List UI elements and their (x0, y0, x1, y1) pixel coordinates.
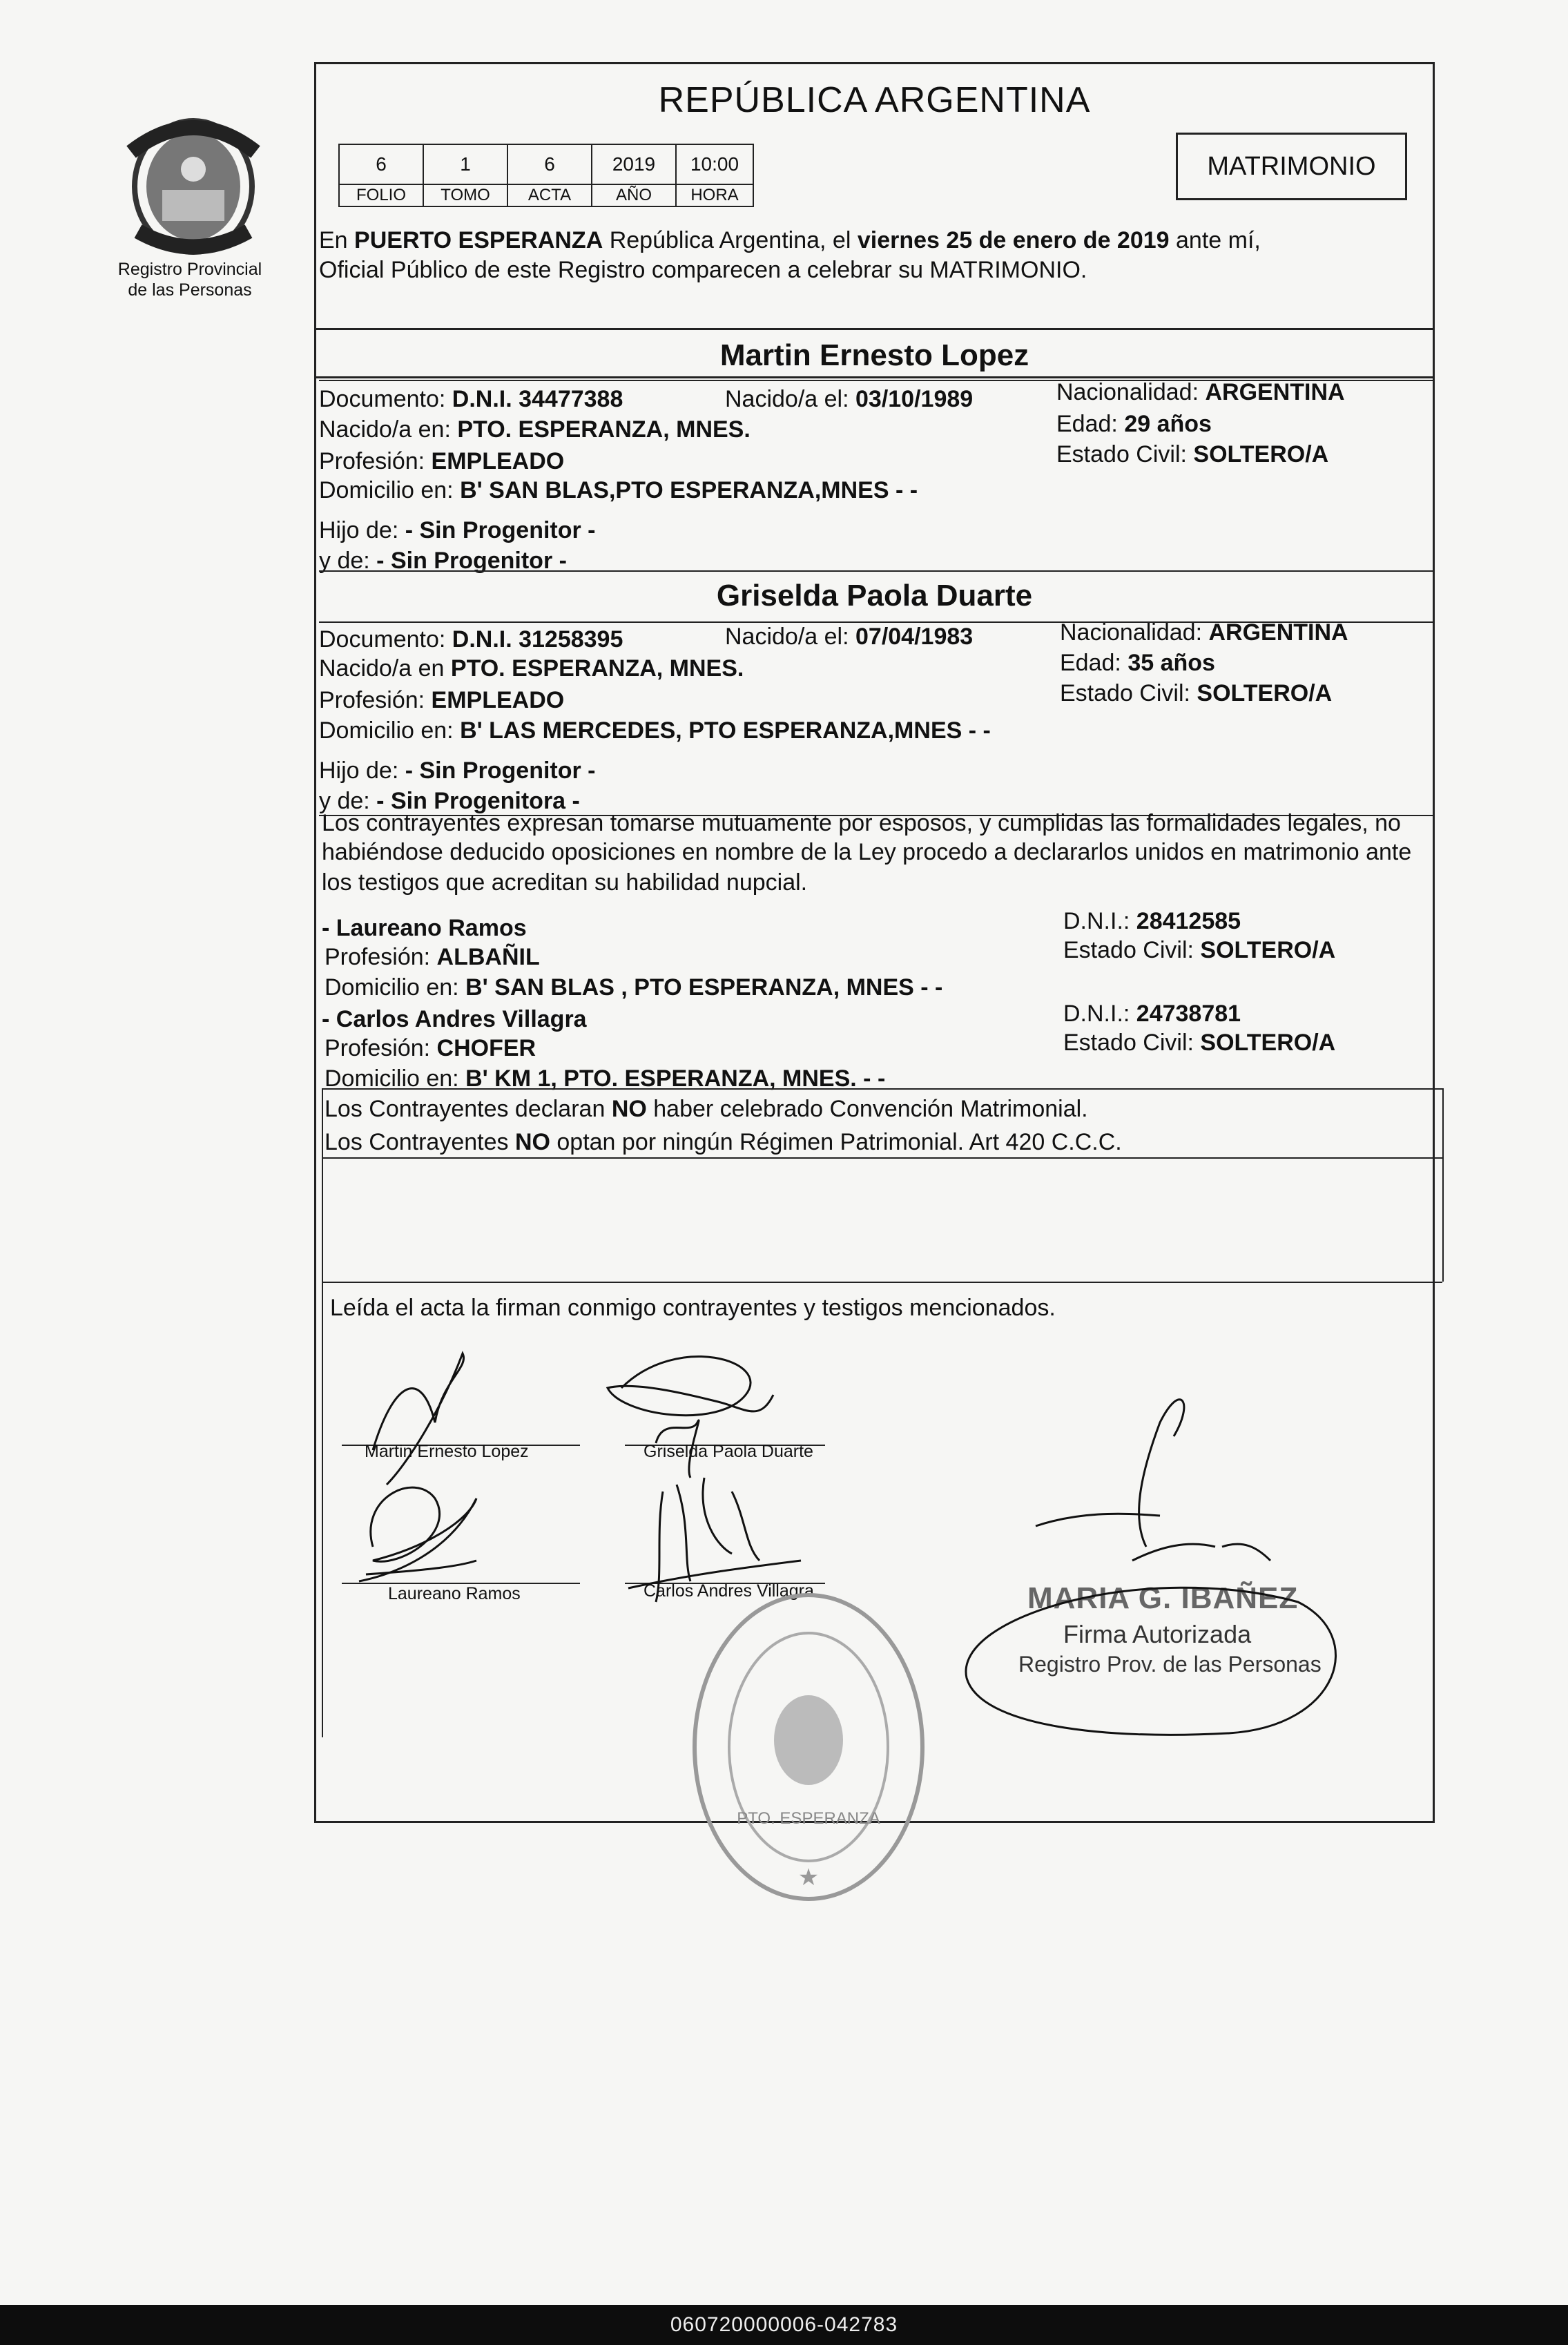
folio-value: 6 (339, 144, 423, 184)
field-value: 07/04/1983 (855, 624, 974, 650)
field-value: B' SAN BLAS,PTO ESPERANZA,MNES - - (460, 477, 918, 503)
tomo-value: 1 (423, 144, 507, 184)
svg-text:★: ★ (797, 1864, 820, 1891)
intro-line-1 (319, 225, 1261, 255)
field-value: - Sin Progenitor - (405, 757, 596, 784)
spouse2-parent-1 (319, 755, 596, 786)
field-value: - Sin Progenitor - (376, 548, 567, 574)
folio-table (338, 144, 754, 207)
field-label: Nacido/a en: (319, 416, 458, 443)
witness1-civil-status (1063, 935, 1335, 965)
witness1-address (325, 972, 942, 1003)
logo-caption-line-2: de las Personas (128, 280, 252, 300)
spouse1-civil-status (1056, 439, 1328, 470)
anio-label: AÑO (592, 184, 676, 206)
field-value: SOLTERO/A (1200, 1030, 1336, 1056)
anio-value: 2019 (592, 144, 676, 184)
regime-text: optan por ningún Régimen Patrimonial. Art 420 C.C.C. (550, 1129, 1122, 1155)
seal-inner-text: PTO. ESPERANZA (737, 1809, 880, 1828)
witness1-dni (1063, 906, 1241, 936)
witness2-profession (325, 1033, 536, 1063)
field-label: Domicilio en: (319, 477, 461, 503)
field-value: EMPLEADO (431, 448, 565, 474)
field-value: EMPLEADO (431, 687, 565, 713)
signature-label-spouse2: Griselda Paola Duarte (643, 1442, 813, 1461)
field-value: PTO. ESPERANZA, MNES. (450, 655, 744, 682)
field-value: SOLTERO/A (1197, 680, 1333, 706)
field-value: SOLTERO/A (1200, 937, 1336, 963)
witness1-name: - Laureano Ramos (322, 915, 527, 941)
logo-caption (76, 259, 304, 300)
regime-text: Los Contrayentes (325, 1129, 515, 1155)
regime-line-2 (325, 1127, 1122, 1157)
field-value: B' KM 1, PTO. ESPERANZA, MNES. - - (465, 1065, 886, 1092)
field-label: Profesión: (325, 944, 437, 970)
signature-label-witness1: Laureano Ramos (388, 1584, 521, 1603)
declaration-line-1: Los contrayentes expresan tomarse mutuamente por esposos, y cumplidas las formalidades legales, no (322, 810, 1401, 836)
field-value: 35 años (1127, 650, 1215, 676)
field-label: Hijo de: (319, 757, 405, 784)
field-label: y de: (319, 788, 377, 814)
field-label: Estado Civil: (1063, 937, 1201, 963)
folio-label: FOLIO (339, 184, 423, 206)
regime-no: NO (611, 1096, 647, 1122)
field-value: ARGENTINA (1205, 379, 1345, 405)
spouse2-civil-status (1060, 678, 1332, 708)
acta-value: 6 (507, 144, 592, 184)
intro-text: República Argentina, el (603, 227, 858, 253)
regime-line-1 (325, 1094, 1088, 1124)
hora-label: HORA (676, 184, 753, 206)
official-role: Firma Autorizada (1063, 1620, 1252, 1648)
field-label: Estado Civil: (1056, 441, 1194, 467)
field-label: D.N.I.: (1063, 1001, 1136, 1027)
field-value: B' LAS MERCEDES, PTO ESPERANZA,MNES - - (460, 717, 991, 744)
field-value: SOLTERO/A (1193, 441, 1329, 467)
intro-city: PUERTO ESPERANZA (354, 227, 603, 253)
field-value: 28412585 (1136, 908, 1241, 934)
spouse1-name: Martin Ernesto Lopez (719, 338, 1029, 372)
signature-label-spouse1: Martin Ernesto Lopez (365, 1442, 529, 1461)
field-label: Estado Civil: (1063, 1030, 1201, 1056)
field-value: - Sin Progenitor - (405, 517, 596, 543)
signature-label-witness2: Carlos Andres Villagra (643, 1581, 814, 1601)
document-code-bar: 060720000006-042783 (0, 2305, 1568, 2345)
spouse1-address (319, 475, 918, 505)
field-label: Nacionalidad: (1060, 619, 1209, 646)
tomo-label: TOMO (423, 184, 507, 206)
regime-text: haber celebrado Convención Matrimonial. (646, 1096, 1088, 1122)
closing-text: Leída el acta la firman conmigo contrayentes y testigos mencionados. (330, 1295, 1056, 1321)
spouse1-nationality (1056, 377, 1345, 407)
field-label: Profesión: (325, 1035, 437, 1061)
field-label: Domicilio en: (325, 1065, 466, 1092)
witness2-dni (1063, 998, 1241, 1029)
registry-round-seal (688, 1588, 929, 1906)
field-value: 24738781 (1136, 1001, 1241, 1027)
spouse1-parent-1 (319, 515, 596, 546)
field-value: CHOFER (436, 1035, 536, 1061)
field-value: B' SAN BLAS , PTO ESPERANZA, MNES - - (465, 974, 943, 1001)
field-value: PTO. ESPERANZA, MNES. (457, 416, 751, 443)
declaration-line-3: los testigos que acreditan su habilidad nupcial. (322, 869, 808, 896)
acta-label: ACTA (507, 184, 592, 206)
field-value: - Sin Progenitora - (376, 788, 580, 814)
field-label: Estado Civil: (1060, 680, 1197, 706)
spouse2-address (319, 715, 991, 746)
field-value: D.N.I. 31258395 (452, 626, 623, 653)
field-label: Hijo de: (319, 517, 405, 543)
page-title: REPÚBLICA ARGENTINA (658, 80, 1091, 120)
regime-no: NO (514, 1129, 550, 1155)
spouse1-document (319, 384, 623, 414)
field-label: Nacido/a el: (725, 624, 855, 650)
spouse1-birthdate (725, 384, 973, 414)
intro-text: ante mí, (1169, 227, 1261, 253)
intro-text: En (319, 227, 355, 253)
field-label: y de: (319, 548, 377, 574)
field-label: Nacionalidad: (1056, 379, 1206, 405)
field-label: Edad: (1056, 411, 1125, 437)
spouse1-age (1056, 409, 1212, 439)
spouse2-nationality (1060, 617, 1348, 648)
witness1-profession (325, 942, 540, 972)
field-label: Documento: (319, 626, 452, 653)
field-label: Domicilio en: (319, 717, 461, 744)
field-label: D.N.I.: (1063, 908, 1136, 934)
intro-date: viernes 25 de enero de 2019 (857, 227, 1170, 253)
spouse2-age (1060, 648, 1215, 678)
spouse2-birthdate (725, 621, 973, 652)
official-signature-loop (939, 1519, 1367, 1747)
field-label: Profesión: (319, 687, 432, 713)
witness2-civil-status (1063, 1027, 1335, 1058)
hora-value: 10:00 (676, 144, 753, 184)
spouse2-name: Griselda Paola Duarte (716, 579, 1033, 612)
field-label: Nacido/a el: (725, 386, 855, 412)
spouse2-document (319, 624, 623, 655)
spouse2-profession (319, 685, 564, 715)
spouse1-birthplace (319, 414, 751, 445)
intro-line-2: Oficial Público de este Registro comparecen a celebrar su MATRIMONIO. (319, 257, 1087, 283)
declaration-line-2: habiéndose deducido oposiciones en nombre de la Ley procedo a declararlos unidos en matrimonio ante (322, 839, 1412, 865)
field-value: ALBAÑIL (436, 944, 540, 970)
spouse1-profession (319, 446, 564, 476)
act-type-box: MATRIMONIO (1176, 133, 1407, 200)
field-value: D.N.I. 34477388 (452, 386, 623, 412)
field-label: Domicilio en: (325, 974, 466, 1001)
field-label: Nacido/a en (319, 655, 451, 682)
field-label: Edad: (1060, 650, 1128, 676)
field-value: ARGENTINA (1208, 619, 1348, 646)
witness2-name: - Carlos Andres Villagra (322, 1006, 587, 1032)
field-value: 29 años (1124, 411, 1212, 437)
official-office: Registro Prov. de las Personas (1018, 1652, 1322, 1677)
logo-caption-line-1: Registro Provincial (117, 260, 262, 279)
field-label: Profesión: (319, 448, 432, 474)
field-value: 03/10/1989 (855, 386, 974, 412)
regime-text: Los Contrayentes declaran (325, 1096, 612, 1122)
spouse2-birthplace (319, 653, 744, 684)
field-label: Documento: (319, 386, 452, 412)
official-name: MARIA G. IBAÑEZ (1027, 1581, 1299, 1615)
